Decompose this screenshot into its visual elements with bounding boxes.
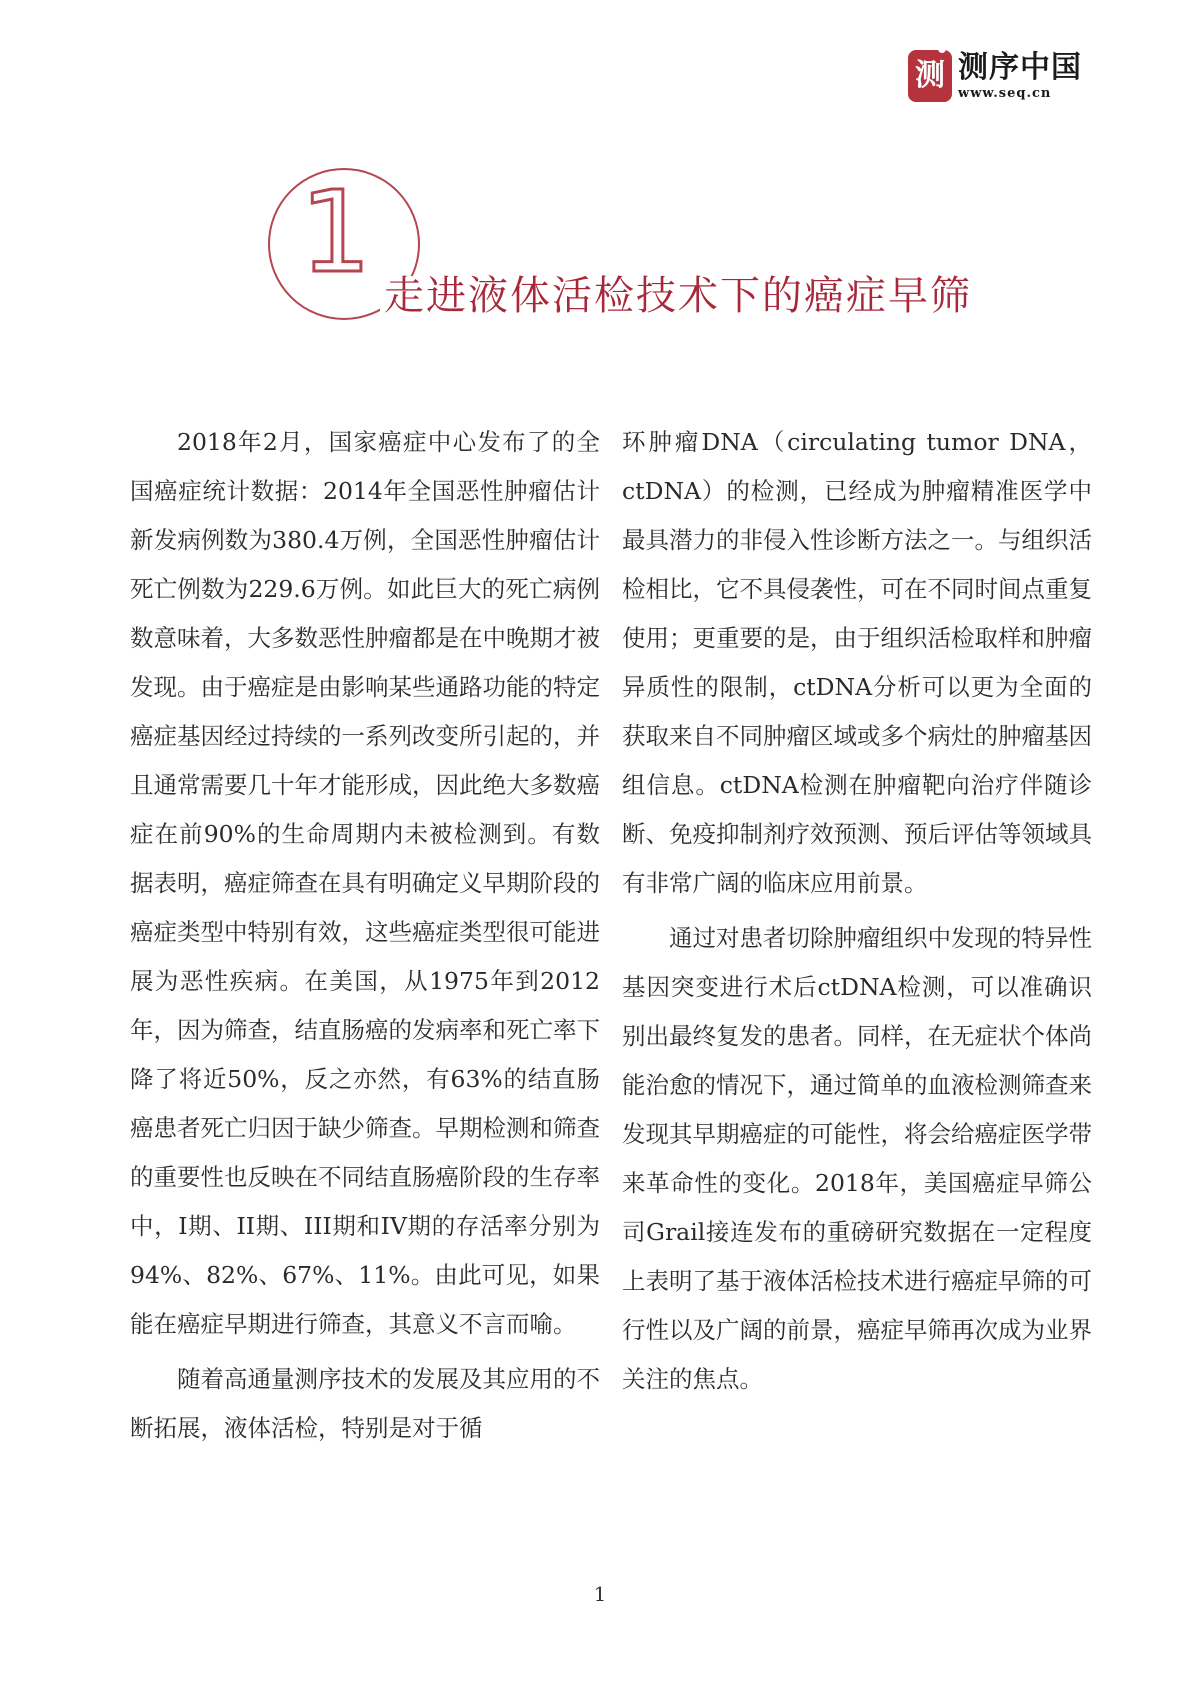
logo-url: www.seq.cn bbox=[958, 86, 1052, 101]
right-column bbox=[622, 418, 1092, 1404]
brand-logo bbox=[908, 50, 1082, 102]
paragraph-ctdna-detection: 通过对患者切除肿瘤组织中发现的特异性基因突变进行术后ctDNA检测，可以准确识别出最终复发的患者。同样，在无症状个体尚能治愈的情况下，通过简单的血液检测筛查来发现其早期癌症的可能性，将会给癌症医学带来革命性的变化。2018年，美国癌症早筛公司Grail接连发布的重磅研究数据在一定程度上表明了基于液体活检技术进行癌症早筛的可行性以及广阔的前景，癌症早筛再次成为业界关注的焦点。 bbox=[622, 924, 1092, 1393]
chapter-title: 走进液体活检技术下的癌症早筛 bbox=[380, 276, 976, 316]
chapter-number: 1 bbox=[300, 168, 372, 298]
page-number: 1 bbox=[593, 1582, 607, 1606]
left-column bbox=[130, 418, 600, 1453]
paragraph-ctdna-continued: 环肿瘤DNA（circulating tumor DNA，ctDNA）的检测，已经成为肿瘤精准医学中最具潜力的非侵入性诊断方法之一。与组织活检相比，它不具侵袭性，可在不同时间点重复使用；更重要的是，由于组织活检取样和肿瘤异质性的限制，ctDNA分析可以更为全面的获取来自不同肿瘤区域或多个病灶的肿瘤基因组信息。ctDNA检测在肿瘤靶向治疗伴随诊断、免疫抑制剂疗效预测、预后评估等领域具有非常广阔的临床应用前景。 bbox=[622, 428, 1092, 897]
paragraph-cancer-statistics: 2018年2月，国家癌症中心发布了的全国癌症统计数据：2014年全国恶性肿瘤估计新发病例数为380.4万例，全国恶性肿瘤估计死亡例数为229.6万例。如此巨大的死亡病例数意味着，大多数恶性肿瘤都是在中晚期才被发现。由于癌症是由影响某些通路功能的特定癌症基因经过持续的一系列改变所引起的，并且通常需要几十年才能形成，因此绝大多数癌症在前90%的生命周期内未被检测到。有数据表明，癌症筛查在具有明确定义早期阶段的癌症类型中特别有效，这些癌症类型很可能进展为恶性疾病。在美国，从1975年到2012年，因为筛查，结直肠癌的发病率和死亡率下降了将近50%，反之亦然，有63%的结直肠癌患者死亡归因于缺少筛查。早期检测和筛查的重要性也反映在不同结直肠癌阶段的生存率中，I期、II期、III期和IV期的存活率分别为94%、82%、67%、11%。由此可见，如果能在癌症早期进行筛查，其意义不言而喻。 bbox=[130, 428, 600, 1338]
logo-text-block bbox=[958, 51, 1082, 101]
seal-glyph: 测 bbox=[915, 58, 945, 93]
logo-name: 测序中国 bbox=[958, 50, 1082, 85]
seal-logo-mark bbox=[908, 50, 952, 102]
paragraph-liquid-biopsy-intro: 随着高通量测序技术的发展及其应用的不断拓展，液体活检，特别是对于循 bbox=[130, 1365, 600, 1442]
